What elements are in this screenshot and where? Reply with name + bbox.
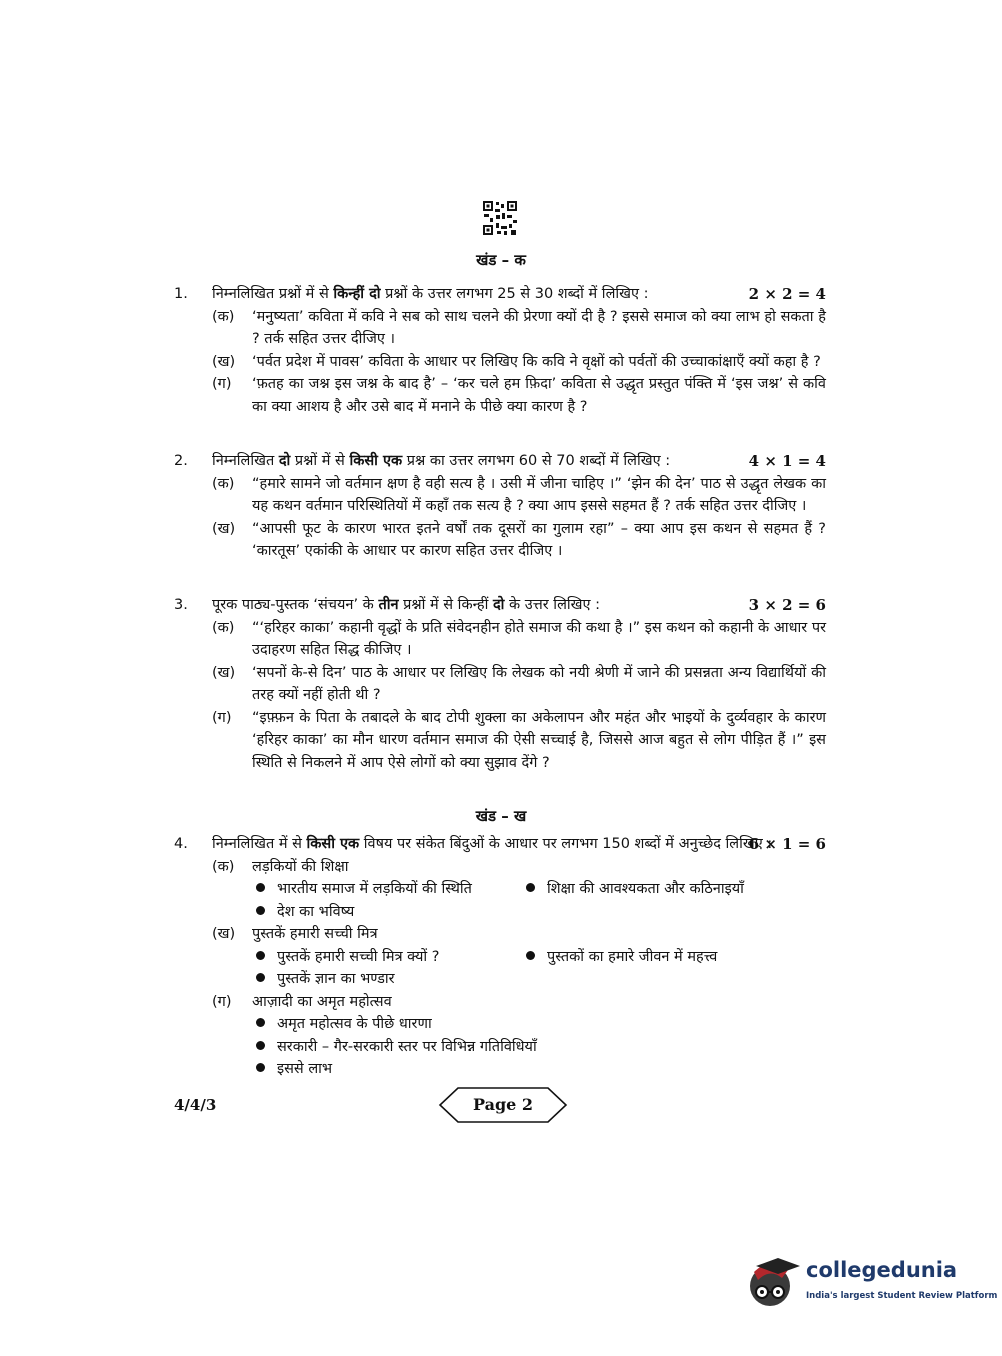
page-number: Page 2	[472, 1095, 534, 1114]
sub-question: (ख) ‘पर्वत प्रदेश में पावस’ कविता के आधार पर लिखिए कि कवि ने वृक्षों को पर्वतों की उच्चाकांक्षाएँ क्यों कहा है ?	[212, 353, 821, 370]
bullet-icon	[256, 951, 265, 960]
point: पुस्तकें हमारी सच्ची मित्र क्यों ?	[277, 948, 440, 965]
point: भारतीय समाज में लड़कियों की स्थिति	[277, 881, 472, 897]
question-instruction: निम्नलिखित में से किसी एक विषय पर संकेत बिंदुओं के आधार पर लगभग 150 शब्दों में अनुच्छेद लिखिए :	[212, 836, 773, 852]
bullet-icon	[526, 883, 535, 892]
marks: 6 × 1 = 6	[748, 835, 826, 853]
brand-name: collegedunia	[806, 1258, 958, 1282]
sub-question: (क) “‘हरिहर काका’ कहानी वृद्धों के प्रति संवेदनहीन होते समाज की कथा है ।” इस कथन को कहानी के आधार पर उदाहरण सहित सिद्ध कीजिए ।	[212, 619, 826, 658]
bullet-icon	[256, 1041, 265, 1050]
sub-question: (ग) ‘फ़तह का जश्न इस जश्न के बाद है’ – ‘कर चले हम फ़िदा’ कविता से उद्धृत प्रस्तुत पंक्ति में ‘इस जश्न’ से कवि का क्या आशय है और उसे बाद में मनाने के पीछे क्या कारण है ?	[212, 376, 826, 415]
qr-code	[482, 200, 518, 236]
question-number: 1.	[174, 286, 188, 302]
topic-points	[256, 1013, 826, 1081]
question-number: 2.	[174, 453, 188, 469]
bullet-icon	[256, 1063, 265, 1072]
paper-code: 4/4/3	[174, 1096, 217, 1114]
point: देश का भविष्य	[277, 903, 355, 920]
question-instruction: पूरक पाठ्य-पुस्तक ‘संचयन’ के तीन प्रश्नों में से किन्हीं दो के उत्तर लिखिए :	[212, 597, 601, 613]
marks: 3 × 2 = 6	[748, 596, 826, 614]
sub-question: (ख) ‘सपनों के-से दिन’ पाठ के आधार पर लिखिए कि लेखक को नयी श्रेणी में जाने की प्रसन्नता अन्य विद्यार्थियों की तरह क्यों नहीं होती थी ?	[212, 664, 826, 703]
question-3	[174, 594, 826, 774]
question-1	[174, 283, 826, 418]
question-2	[174, 450, 826, 563]
question-instruction: निम्नलिखित प्रश्नों में से किन्हीं दो प्रश्नों के उत्तर लगभग 25 से 30 शब्दों में लिखिए :	[212, 286, 649, 302]
sub-question: (ख) “आपसी फूट के कारण भारत इतने वर्षों तक दूसरों का गुलाम रहा” – क्या आप इस कथन से सहमत हैं ? ‘कारतूस’ एकांकी के आधार पर कारण सहित उत्तर दीजिए ।	[212, 520, 826, 559]
bullet-icon	[526, 951, 535, 960]
marks: 2 × 2 = 4	[748, 285, 826, 303]
point: पुस्तकें ज्ञान का भण्डार	[277, 971, 395, 987]
point: अमृत महोत्सव के पीछे धारणा	[277, 1016, 432, 1032]
topic: (ख) पुस्तकें हमारी सच्ची मित्र	[212, 926, 378, 942]
point: सरकारी – गैर-सरकारी स्तर पर विभिन्न गतिविधियाँ	[277, 1038, 537, 1055]
topic: (ग) आज़ादी का अमृत महोत्सव	[212, 993, 392, 1010]
question-instruction: निम्नलिखित दो प्रश्नों में से किसी एक प्रश्न का उत्तर लगभग 60 से 70 शब्दों में लिखिए :	[212, 453, 671, 469]
point: इससे लाभ	[277, 1061, 333, 1077]
section-heading-a: खंड – क	[476, 251, 526, 269]
point: शिक्षा की आवश्यकता और कठिनाइयाँ	[547, 881, 744, 897]
question-4	[174, 833, 826, 1081]
bullet-icon	[256, 906, 265, 915]
point: पुस्तकों का हमारे जीवन में महत्त्व	[547, 948, 718, 965]
question-number: 3.	[174, 597, 188, 613]
marks: 4 × 1 = 4	[748, 452, 826, 470]
sub-question: (क) ‘मनुष्यता’ कविता में कवि ने सब को साथ चलने की प्रेरणा क्यों दी है ? इससे समाज को क्या लाभ हो सकता है ? तर्क सहित उत्तर दीजिए ।	[212, 308, 826, 347]
topic-points	[256, 878, 826, 923]
section-heading-b: खंड – ख	[475, 807, 527, 825]
bullet-icon	[256, 1018, 265, 1027]
question-number: 4.	[174, 836, 188, 852]
topic: (क) लड़कियों की शिक्षा	[212, 858, 349, 875]
sub-question: (क) “हमारे सामने जो वर्तमान क्षण है वही सत्य है । उसी में जीना चाहिए ।” ‘झेन की देन’ पाठ से उद्धृत लेखक का यह कथन वर्तमान परिस्थितियों में कहाँ तक सत्य है ? क्या आप इससे सहमत हैं ? तर्क सहित उत्तर दीजिए ।	[212, 475, 826, 514]
brand-tagline: India's largest Student Review Platform	[806, 1291, 998, 1301]
topic-points	[256, 946, 826, 991]
sub-question: (ग) “इफ़्फ़न के पिता के तबादले के बाद टोपी शुक्ला का अकेलापन और महंत और भाइयों के दुर्व्यवहार के कारण ‘हरिहर काका’ का मौन धारण वर्तमान समाज की ऐसी सच्चाई है, जिससे आज बहुत से लोग पीड़ित हैं ।” इस स्थिति से निकलने में आप ऐसे लोगों को क्या सुझाव देंगे ?	[212, 709, 826, 771]
bullet-icon	[256, 883, 265, 892]
bullet-icon	[256, 973, 265, 982]
